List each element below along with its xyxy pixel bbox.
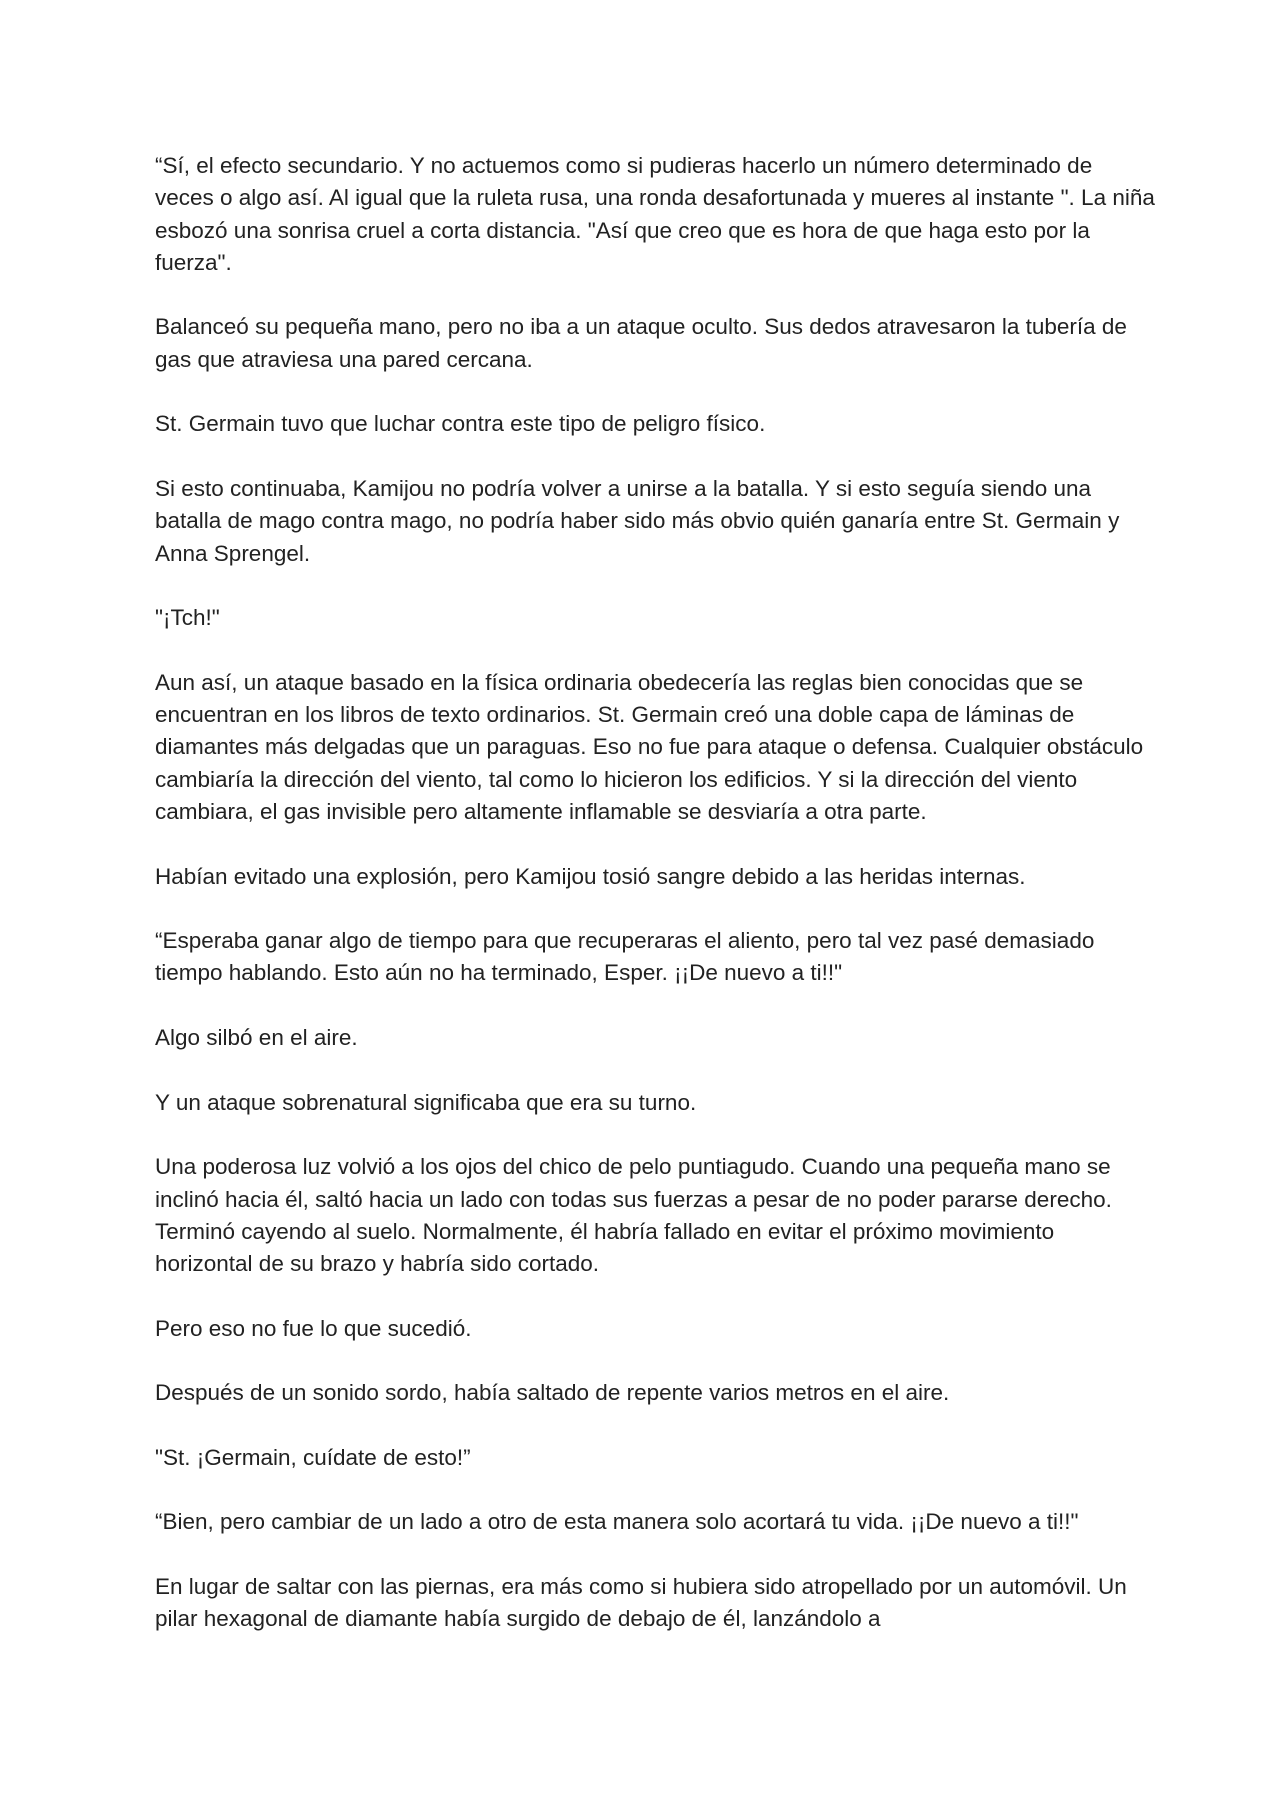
paragraph: Balanceó su pequeña mano, pero no iba a un ataque oculto. Sus dedos atravesaron la tubería de gas que atraviesa una pared cercana. bbox=[155, 314, 1127, 372]
paragraph: Y un ataque sobrenatural significaba que era su turno. bbox=[155, 1089, 697, 1115]
paragraph: Habían evitado una explosión, pero Kamijou tosió sangre debido a las heridas internas. bbox=[155, 863, 1026, 889]
paragraph: St. Germain tuvo que luchar contra este tipo de peligro físico. bbox=[155, 411, 766, 437]
paragraph: Si esto continuaba, Kamijou no podría volver a unirse a la batalla. Y si esto seguía siendo una batalla de mago contra mago, no podría haber sido más obvio quién ganaría entre St. Germain y Anna Sprengel. bbox=[155, 475, 1120, 566]
paragraph: Algo silbó en el aire. bbox=[155, 1025, 358, 1051]
paragraph: "¡Tch!" bbox=[155, 605, 220, 631]
paragraph: “Bien, pero cambiar de un lado a otro de esta manera solo acortará tu vida. ¡¡De nuevo a ti!!" bbox=[155, 1509, 1079, 1535]
paragraph: "St. ¡Germain, cuídate de esto!” bbox=[155, 1444, 471, 1470]
paragraph: Una poderosa luz volvió a los ojos del chico de pelo puntiagudo. Cuando una pequeña mano se inclinó hacia él, saltó hacia un lado con todas sus fuerzas a pesar de no poder pararse derecho. Terminó cayendo al suelo. Normalmente, él habría fallado en evitar el próximo movimiento horizontal de su brazo y habría sido cortado. bbox=[155, 1154, 1112, 1277]
paragraph: Después de un sonido sordo, había saltado de repente varios metros en el aire. bbox=[155, 1380, 950, 1406]
paragraph: “Esperaba ganar algo de tiempo para que recuperaras el aliento, pero tal vez pasé demasiado tiempo hablando. Esto aún no ha terminado, Esper. ¡¡De nuevo a ti!!" bbox=[155, 928, 1095, 986]
document-body bbox=[155, 150, 1155, 1668]
paragraph: Aun así, un ataque basado en la física ordinaria obedecería las reglas bien conocidas que se encuentran en los libros de texto ordinarios. St. Germain creó una doble capa de láminas de diamantes más delgadas que un paraguas. Eso no fue para ataque o defensa. Cualquier obstáculo cambiaría la dirección del viento, tal como lo hicieron los edificios. Y si la dirección del viento cambiara, el gas invisible pero altamente inflamable se desviaría a otra parte. bbox=[155, 669, 1144, 824]
paragraph: En lugar de saltar con las piernas, era más como si hubiera sido atropellado por un automóvil. Un pilar hexagonal de diamante había surgido de debajo de él, lanzándolo a bbox=[155, 1574, 1127, 1632]
paragraph: “Sí, el efecto secundario. Y no actuemos como si pudieras hacerlo un número determinado de veces o algo así. Al igual que la ruleta rusa, una ronda desafortunada y mueres al instante ". La niña esbozó una sonrisa cruel a corta distancia. "Así que creo que es hora de que haga esto por la fuerza". bbox=[155, 153, 1155, 275]
paragraph: Pero eso no fue lo que sucedió. bbox=[155, 1315, 472, 1341]
